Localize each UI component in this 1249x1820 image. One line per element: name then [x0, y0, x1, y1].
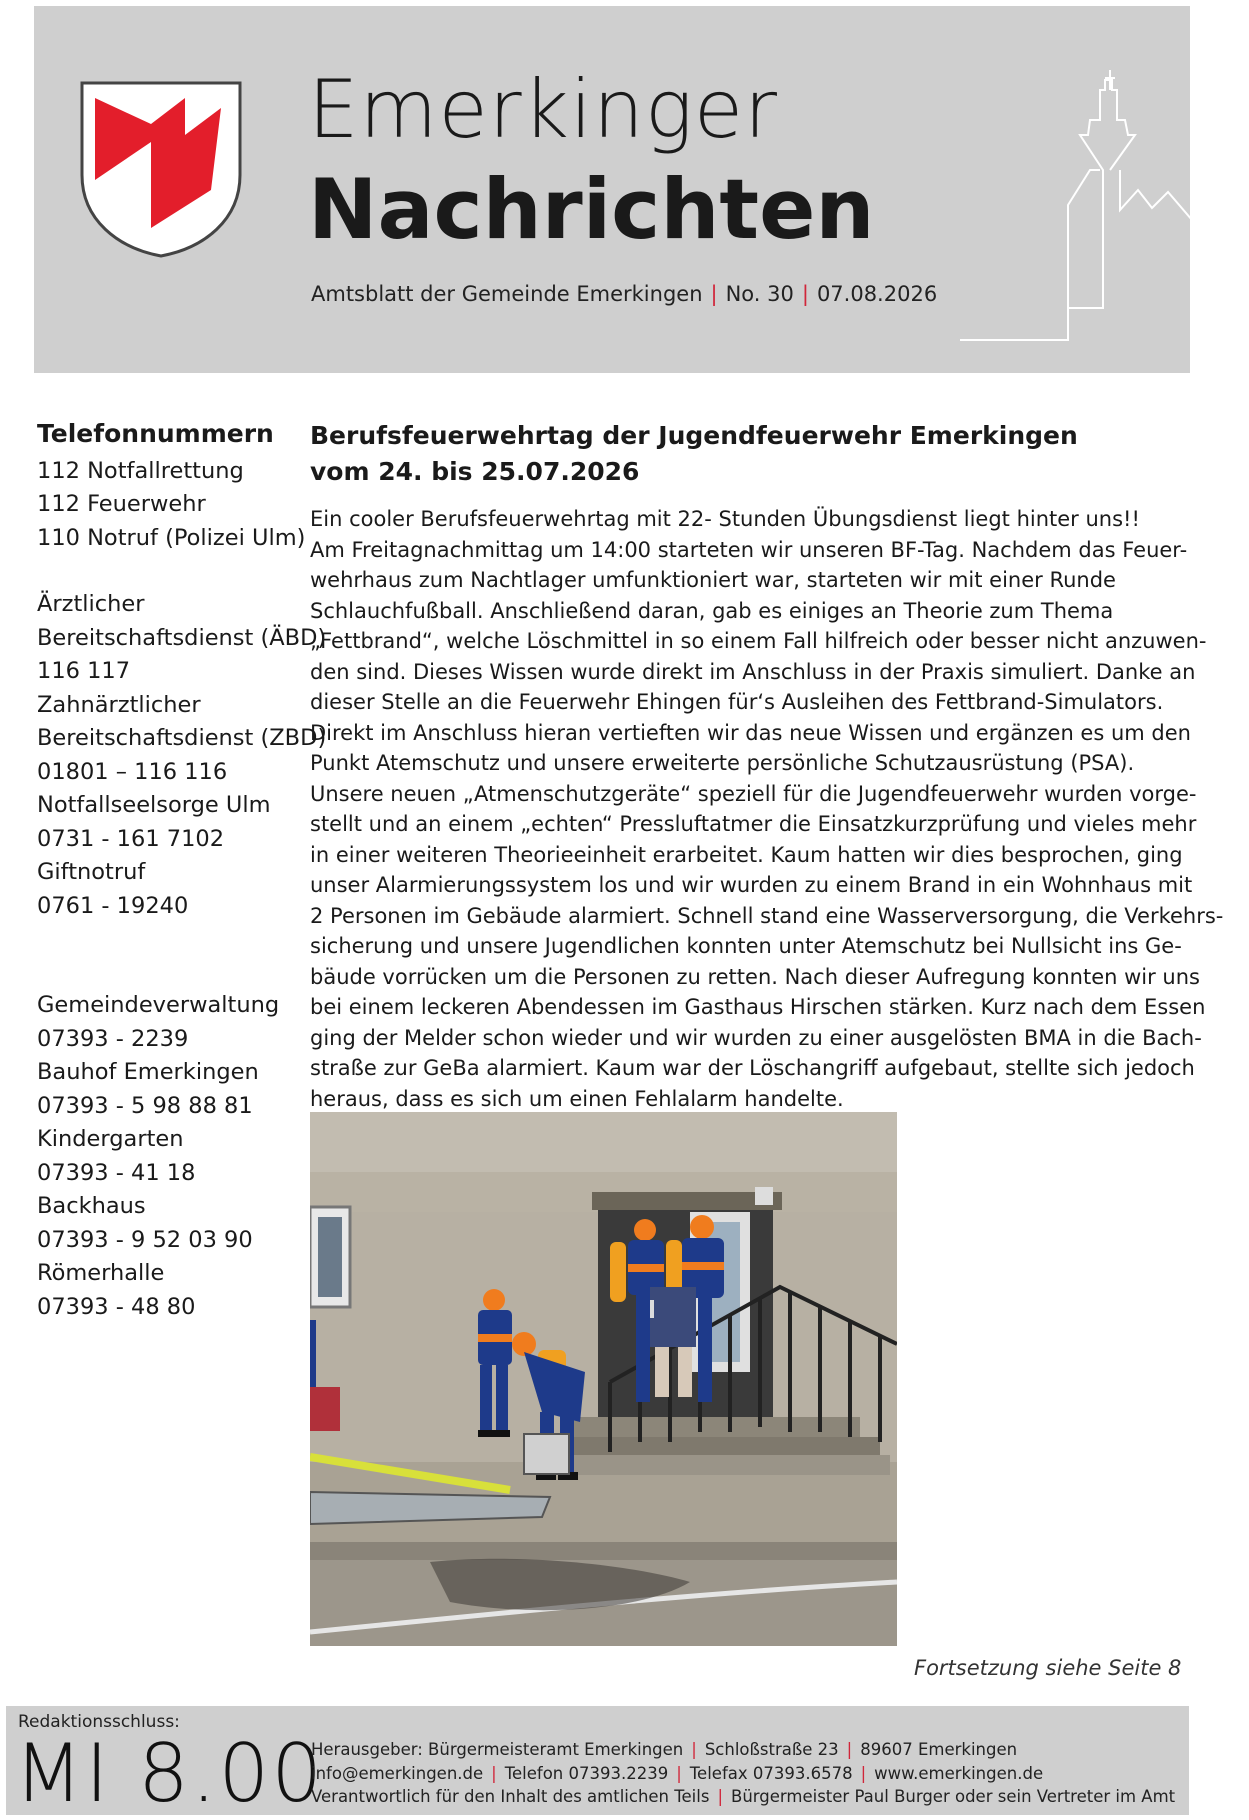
phone-line: Bereitschaftsdienst (ÄBD)	[37, 624, 327, 651]
article-body-line: dieser Stelle an die Feuerwehr Ehingen für‘s Ausleihen des Fettbrand-Simulators.	[310, 690, 1164, 714]
masthead-title-line2: Nachrichten	[308, 161, 875, 258]
coat-of-arms-icon	[79, 80, 243, 259]
phone-numbers-heading: Telefonnummern	[37, 419, 274, 448]
phone-line: Römerhalle	[37, 1260, 165, 1286]
footer	[6, 1706, 1189, 1820]
imprint-email[interactable]: info@emerkingen.de	[311, 1763, 484, 1783]
article-body-line: bäude vorrücken um die Personen zu retten. Nach dieser Aufregung konnten wir uns	[310, 964, 1200, 989]
phone-line: 07393 - 5 98 88 81	[37, 1092, 253, 1119]
phone-line: 0731 - 161 7102	[37, 825, 225, 852]
article-body-line: heraus, dass es sich um einen Fehlalarm handelte.	[310, 1086, 844, 1111]
article-body-line: in einer weiteren Theorieeinheit erarbeitet. Kaum hatten wir dies besprochen, ging	[310, 842, 1183, 867]
imprint-fax: Telefax 07393.6578	[689, 1763, 853, 1783]
phone-line: 07393 - 41 18	[37, 1159, 196, 1186]
imprint-row-publisher: Herausgeber: Bürgermeisteramt Emerkingen | Schloßstraße 23 | 89607 Emerkingen	[311, 1740, 1018, 1759]
phone-line: Notfallseelsorge Ulm	[37, 792, 271, 818]
article-body-line: Direkt im Anschluss hieran vertieften wir das neue Wissen und ergänzen es um den	[310, 720, 1191, 745]
phone-line: Kindergarten	[37, 1126, 184, 1152]
phone-line: 07393 - 48 80	[37, 1293, 196, 1320]
article-body-line: Am Freitagnachmittag um 14:00 starteten wir unseren BF-Tag. Nachdem das Feuer-	[310, 537, 1188, 562]
phone-line: 0761 - 19240	[37, 892, 189, 919]
phone-line: Bereitschaftsdienst (ZBD)	[37, 725, 327, 751]
phone-line: 110 Notruf (Polizei Ulm)	[37, 524, 306, 551]
article-body-line: den sind. Dieses Wissen wurde direkt im Anschluss in der Praxis simuliert. Danke an	[310, 659, 1196, 684]
masthead-title-line1: Emerkinger	[308, 63, 778, 156]
article-body-line: stellt und an einem „echten“ Pressluftatmer die Einsatzkurzprüfung und vieles mehr	[310, 812, 1197, 836]
phone-line: Ärztlicher	[37, 591, 145, 617]
masthead-subtitle: Amtsblatt der Gemeinde Emerkingen	[311, 282, 703, 306]
phone-line: Bauhof Emerkingen	[37, 1059, 259, 1085]
article-body-line: wehrhaus zum Nachtlager umfunktioniert war, starteten wir mit einer Runde	[310, 568, 1116, 592]
phone-line: 07393 - 9 52 03 90	[37, 1226, 253, 1253]
article-body-line: ging der Melder schon wieder und wir wurden zu einer ausgelösten BMA in die Bach-	[310, 1025, 1202, 1050]
imprint-phone: Telefon 07393.2239	[504, 1763, 669, 1783]
phone-numbers-column	[37, 418, 327, 1324]
phone-line: Giftnotruf	[37, 859, 146, 885]
imprint-website[interactable]: www.emerkingen.de	[874, 1763, 1044, 1783]
imprint-row-responsible: Verantwortlich für den Inhalt des amtlichen Teils | Bürgermeister Paul Burger oder sein Vertreter im Amt	[311, 1787, 1176, 1806]
article-body-line: unser Alarmierungssystem los und wir wurden zu einem Brand in ein Wohnhaus mit	[310, 873, 1193, 897]
deadline-label: Redaktionsschluss:	[18, 1712, 180, 1732]
phone-line: 116 117	[37, 658, 131, 684]
article-body-line: straße zur GeBa alarmiert. Kaum war der Löschangriff aufgebaut, stellte sich jedoch	[310, 1056, 1195, 1080]
article-body-line: bei einem leckeren Abendessen im Gasthaus Hirschen stärken. Kurz nach dem Essen	[310, 995, 1206, 1019]
article-body-line: Unsere neuen „Atmenschutzgeräte“ speziell für die Jugendfeuerwehr wurden vorge-	[310, 781, 1197, 806]
article-body-line: 2 Personen im Gebäude alarmiert. Schnell stand eine Wasserversorgung, die Verkehrs-	[310, 903, 1224, 928]
phone-line: 01801 – 116 116	[37, 758, 228, 785]
issue-date: 07.08.2026	[816, 282, 938, 306]
phone-line: 07393 - 2239	[37, 1025, 189, 1052]
article-body-line: Ein cooler Berufsfeuerwehrtag mit 22- Stunden Übungsdienst liegt hinter uns!!	[310, 507, 1140, 531]
phone-line: Backhaus	[37, 1193, 146, 1219]
article-body-line: „Fettbrand“, welche Löschmittel in so einem Fall hilfreich oder besser nicht anzuwen-	[310, 629, 1207, 653]
article-body	[310, 504, 1224, 1114]
masthead-subtitle-line: Amtsblatt der Gemeinde Emerkingen | No. 30 | 07.08.2026	[311, 282, 938, 306]
article-photo	[310, 1112, 897, 1646]
phone-line: Zahnärztlicher	[37, 691, 201, 718]
continued-notice: Fortsetzung siehe Seite 8	[914, 1656, 1182, 1680]
imprint-street: Schloßstraße 23	[704, 1740, 839, 1759]
phone-line: 112 Feuerwehr	[37, 491, 206, 517]
imprint	[311, 1738, 1175, 1809]
phone-line: 112 Notfallrettung	[37, 457, 244, 484]
imprint-row-contact: info@emerkingen.de | Telefon 07393.2239 | Telefax 07393.6578 | www.emerkingen.de	[311, 1763, 1044, 1783]
phone-line: Gemeindeverwaltung	[37, 992, 280, 1018]
article	[310, 418, 1224, 1114]
imprint-responsible: Verantwortlich für den Inhalt des amtlichen Teils	[311, 1787, 710, 1806]
article-headline	[310, 418, 1190, 490]
article-body-line: Punkt Atemschutz und unsere erweiterte persönliche Schutzausrüstung (PSA).	[310, 751, 1135, 775]
imprint-mayor: Bürgermeister Paul Burger oder sein Vertreter im Amt	[731, 1787, 1176, 1806]
article-body-line: Schlauchfußball. Anschließend daran, gab es einiges an Theorie zum Thema	[310, 598, 1114, 623]
article-headline-line2: vom 24. bis 25.07.2026	[310, 457, 640, 486]
issue-number: No. 30	[725, 282, 794, 306]
imprint-publisher: Herausgeber: Bürgermeisteramt Emerkingen	[311, 1740, 684, 1759]
article-body-line: sicherung und unsere Jugendlichen konnten unter Atemschutz bei Nullsicht ins Ge-	[310, 934, 1182, 958]
church-outline-icon	[960, 50, 1249, 390]
deadline-value: MI 8.00	[14, 1727, 325, 1820]
article-headline-line1: Berufsfeuerwehrtag der Jugendfeuerwehr Emerkingen	[310, 421, 1078, 450]
imprint-city: 89607 Emerkingen	[860, 1740, 1018, 1759]
